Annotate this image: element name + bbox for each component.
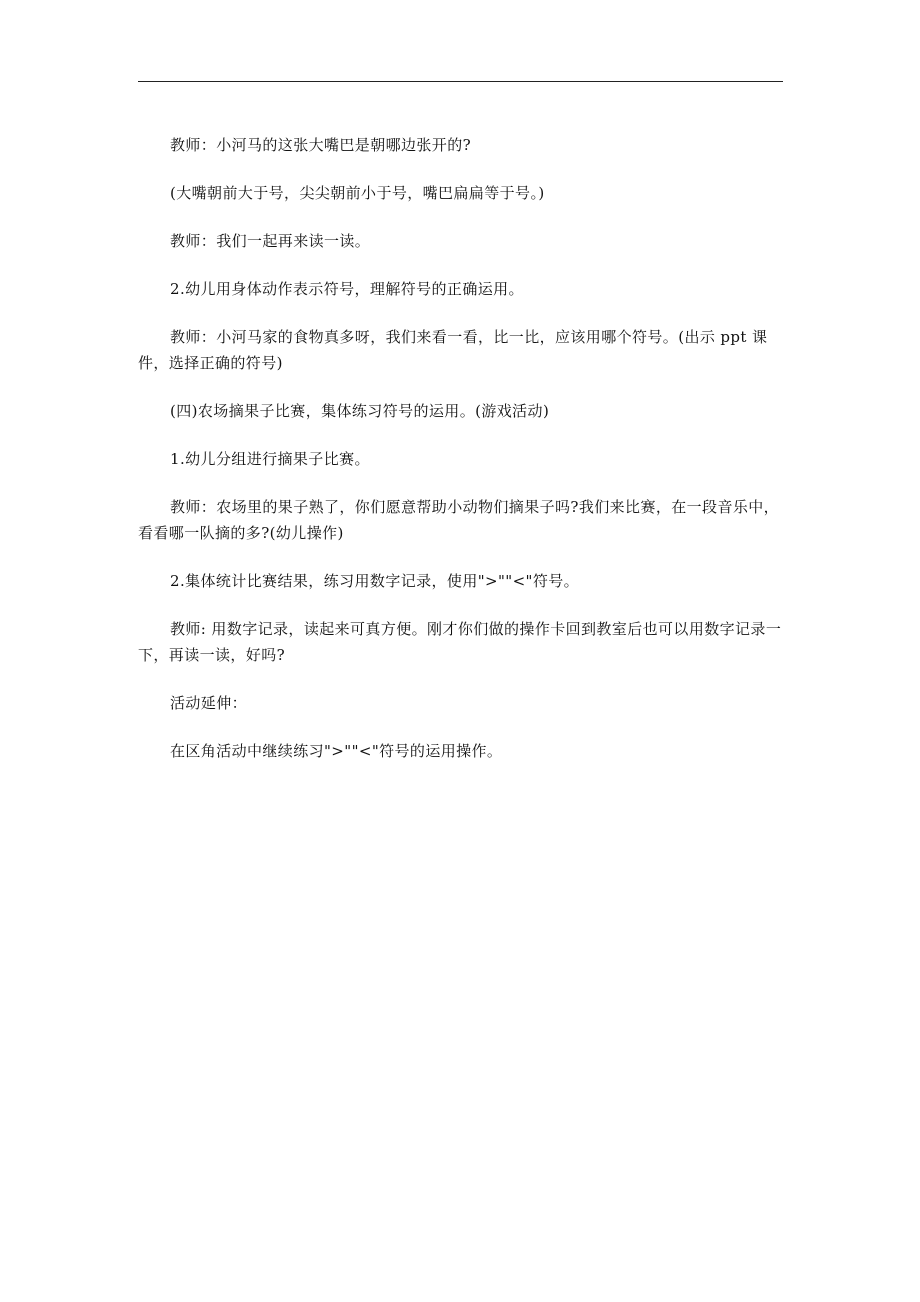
paragraph: 教师：小河马的这张大嘴巴是朝哪边张开的? [170,136,472,154]
paragraph: 活动延伸： [170,694,248,712]
paragraph: 2.集体统计比赛结果，练习用数字记录，使用">""<"符号。 [170,572,580,590]
paragraph: 教师：我们一起再来读一读。 [170,232,371,250]
paragraph: 2.幼儿用身体动作表示符号，理解符号的正确运用。 [170,280,524,298]
paragraph: 1.幼儿分组进行摘果子比赛。 [170,450,370,468]
paragraph: (大嘴朝前大于号，尖尖朝前小于号，嘴巴扁扁等于号。) [170,184,545,202]
document-body [138,132,783,786]
header-rule [138,81,783,82]
paragraph: 在区角活动中继续练习">""<"符号的运用操作。 [170,742,503,760]
paragraph: (四)农场摘果子比赛，集体练习符号的运用。(游戏活动) [170,402,550,420]
paragraph: 教师：小河马家的食物真多呀，我们来看一看，比一比，应该用哪个符号。(出示 ppt 课件，选择正确的符号) [138,328,768,372]
paragraph: 教师：农场里的果子熟了，你们愿意帮助小动物们摘果子吗?我们来比赛，在一段音乐中，看看哪一队摘的多?(幼儿操作) [138,498,780,542]
paragraph: 教师: 用数字记录，读起来可真方便。刚才你们做的操作卡回到教室后也可以用数字记录一下，再读一读，好吗? [138,620,782,664]
